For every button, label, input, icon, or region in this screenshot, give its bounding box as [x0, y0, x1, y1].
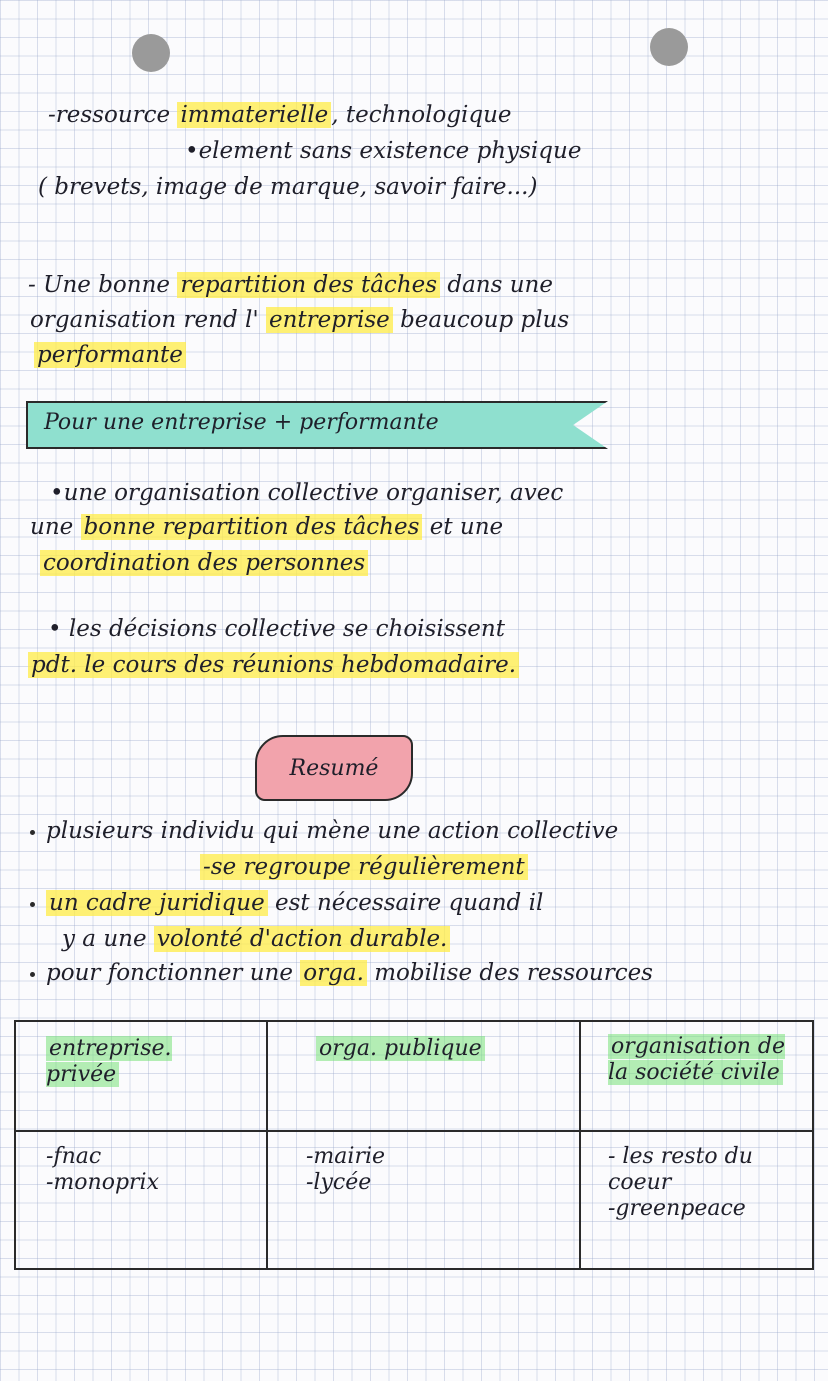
note-text: dans une: [447, 272, 553, 298]
table-cell: [46, 1144, 246, 1196]
table-cell: [608, 1144, 798, 1222]
summary-line: [46, 890, 543, 916]
note-text: - Une bonne: [28, 272, 171, 298]
note-line: [28, 652, 519, 678]
note-line: [40, 550, 368, 576]
note-text: et une: [429, 514, 504, 540]
list-item: - les resto du coeur: [608, 1144, 753, 1195]
note-line: [30, 307, 569, 333]
table-cell: [306, 1144, 546, 1196]
summary-line: [200, 854, 528, 880]
note-text: y a une: [62, 926, 147, 952]
highlighted-text: performante: [34, 342, 186, 368]
note-line: [48, 616, 505, 642]
note-text: pour fonctionner une: [46, 960, 293, 986]
summary-line: [46, 960, 653, 986]
note-text: •element sans existence physique: [185, 138, 582, 164]
column-header: entreprise. privée: [46, 1036, 172, 1087]
note-text: ( brevets, image de marque, savoir faire...): [38, 174, 538, 200]
table-header-rule: [16, 1130, 812, 1132]
table-header-cell: [316, 1036, 556, 1062]
highlighted-text: volonté d'action durable.: [154, 926, 450, 952]
note-line: [28, 272, 553, 298]
organisation-table: [14, 1020, 814, 1270]
note-text: , technologique: [331, 102, 512, 128]
note-line: [30, 514, 503, 540]
summary-line: [62, 926, 450, 952]
section-banner-title: Pour une entreprise + performante: [44, 410, 439, 435]
column-header: organisation de la société civile: [608, 1034, 785, 1085]
list-item: -lycée: [306, 1170, 372, 1195]
resume-badge-label: Resumé: [289, 755, 379, 781]
note-line: [50, 480, 563, 506]
table-divider: [266, 1020, 268, 1268]
binder-hole-right: [650, 28, 688, 66]
highlighted-text: orga.: [300, 960, 367, 986]
table-divider: [579, 1020, 581, 1268]
highlighted-text: immaterielle: [177, 102, 331, 128]
bullet-dot: [30, 902, 35, 907]
note-line: [38, 174, 537, 200]
highlighted-text: repartition des tâches: [177, 272, 440, 298]
highlighted-text: bonne repartition des tâches: [81, 514, 423, 540]
note-line: [185, 138, 581, 164]
highlighted-text: coordination des personnes: [40, 550, 368, 576]
bullet-dot: [30, 972, 35, 977]
resume-badge: [255, 735, 413, 801]
note-text: une: [30, 514, 74, 540]
note-text: beaucoup plus: [400, 307, 570, 333]
note-text: mobilise des ressources: [374, 960, 653, 986]
note-text: est nécessaire quand il: [275, 890, 544, 916]
highlighted-text: un cadre juridique: [46, 890, 268, 916]
summary-line: [46, 818, 618, 844]
binder-hole-left: [132, 34, 170, 72]
note-text: organisation rend l': [30, 307, 259, 333]
highlighted-text: -se regroupe régulièrement: [200, 854, 528, 880]
table-top-rule: [16, 1020, 812, 1022]
list-item: -fnac: [46, 1144, 102, 1169]
list-item: -mairie: [306, 1144, 386, 1169]
note-text: plusieurs individu qui mène une action collective: [46, 818, 619, 844]
table-header-cell: [608, 1034, 798, 1086]
list-item: -greenpeace: [608, 1196, 746, 1221]
highlighted-text: entreprise: [266, 307, 393, 333]
bullet-dot: [30, 830, 35, 835]
note-line: [34, 342, 186, 368]
column-header: orga. publique: [316, 1036, 485, 1061]
highlighted-text: pdt. le cours des réunions hebdomadaire.: [28, 652, 519, 678]
note-line: [48, 102, 512, 128]
list-item: -monoprix: [46, 1170, 159, 1195]
note-text: • les décisions collective se choisissent: [48, 616, 505, 642]
note-text: -ressource: [48, 102, 171, 128]
note-text: •une organisation collective organiser, avec: [50, 480, 564, 506]
table-header-cell: [46, 1036, 246, 1088]
